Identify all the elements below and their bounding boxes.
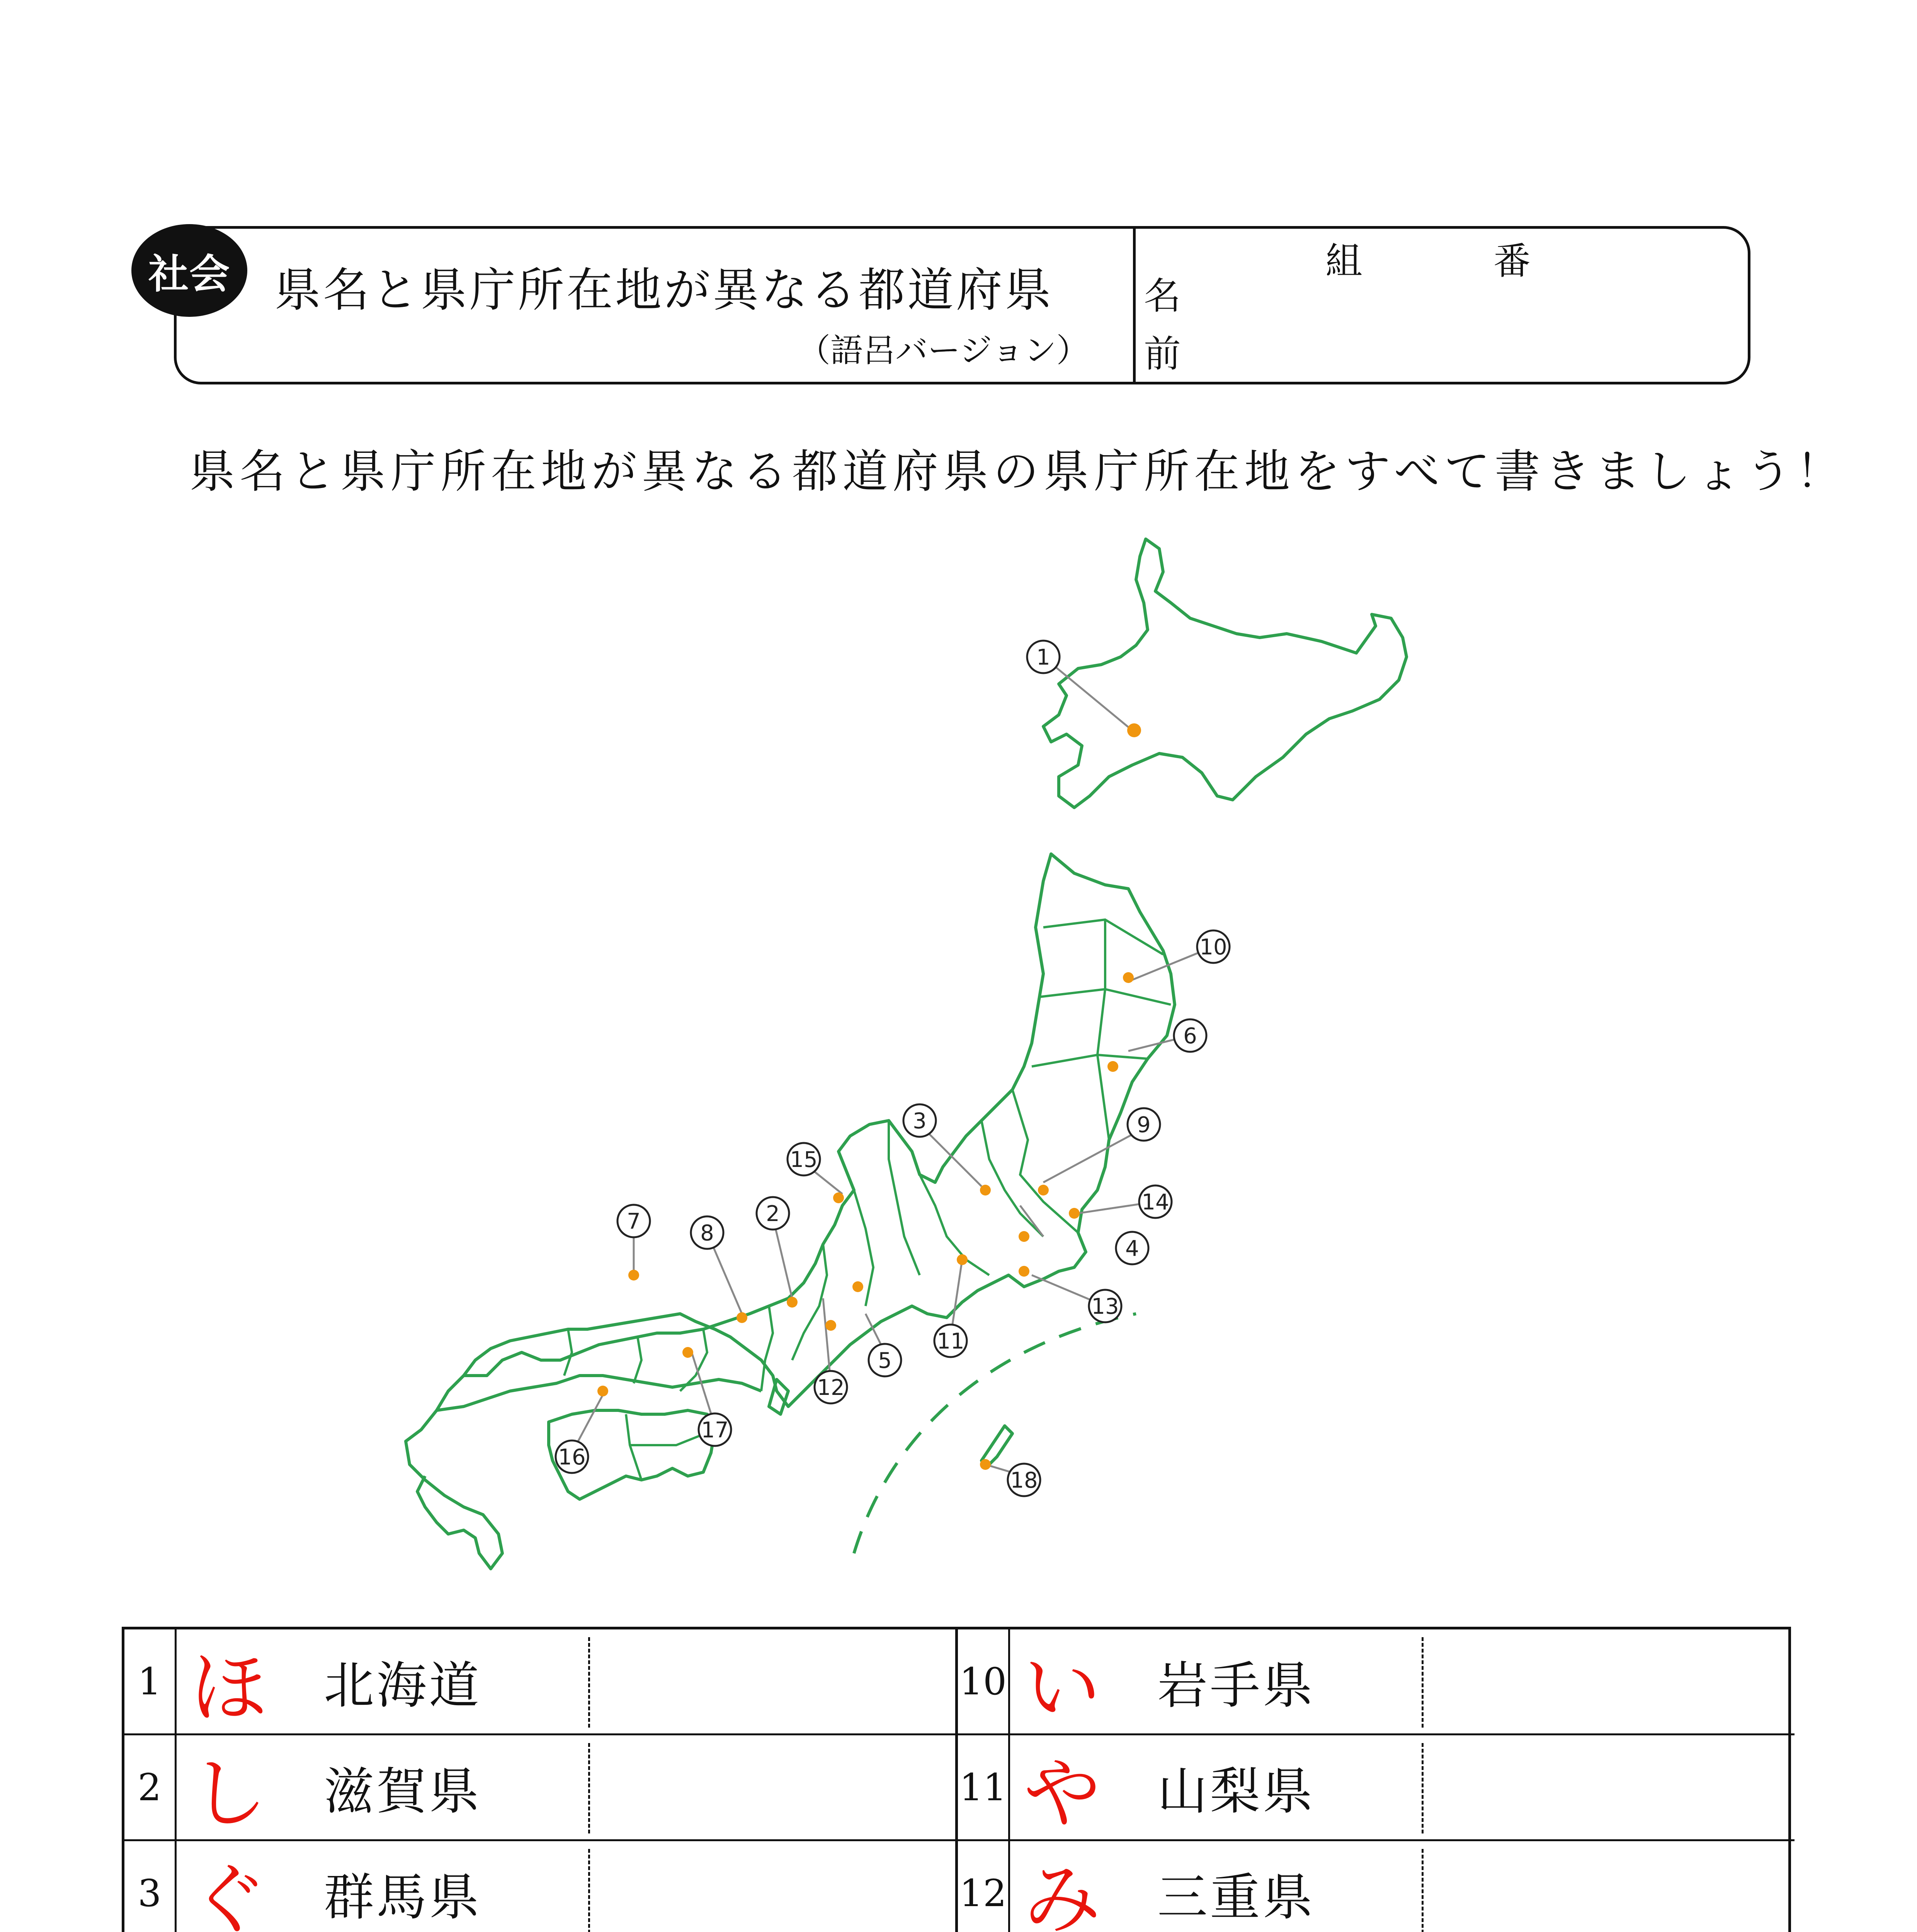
map-marker-label: 8 bbox=[700, 1221, 714, 1246]
name-label-1: 名 bbox=[1144, 274, 1181, 318]
answer-blank[interactable] bbox=[588, 1849, 590, 1932]
table-row bbox=[124, 1629, 961, 1735]
map-marker-label: 17 bbox=[701, 1418, 729, 1443]
map-marker-label: 10 bbox=[1199, 935, 1227, 960]
mnemonic-kana: や bbox=[1023, 1749, 1101, 1839]
capital-dot bbox=[1038, 1185, 1049, 1196]
sheet-subtitle: （語呂バージョン） bbox=[798, 332, 1089, 369]
table-row bbox=[958, 1841, 1795, 1932]
number-label: 番 bbox=[1493, 240, 1531, 283]
capital-dot bbox=[852, 1281, 863, 1292]
map-marker-label: 14 bbox=[1141, 1190, 1169, 1215]
map-marker-1 bbox=[1027, 641, 1060, 673]
capital-dot bbox=[1019, 1231, 1029, 1242]
map-marker-2 bbox=[757, 1197, 789, 1230]
map-marker-label: 7 bbox=[627, 1209, 641, 1234]
map-marker-label: 13 bbox=[1091, 1294, 1119, 1319]
map-marker-label: 5 bbox=[878, 1348, 892, 1373]
kanto-border-2 bbox=[981, 1121, 1043, 1236]
chubu-border-2 bbox=[889, 1121, 920, 1275]
capital-dot bbox=[737, 1312, 747, 1323]
capital-dot bbox=[1069, 1208, 1080, 1219]
map-marker-7 bbox=[617, 1205, 650, 1237]
mnemonic-kana: い bbox=[1023, 1643, 1101, 1733]
prefecture-name: 滋賀県 bbox=[323, 1762, 481, 1821]
map-marker-17 bbox=[699, 1413, 731, 1446]
map-marker-label: 16 bbox=[558, 1445, 586, 1470]
capital-dot bbox=[1127, 723, 1141, 737]
chubu-border-1 bbox=[920, 1175, 989, 1275]
map-marker-18 bbox=[1008, 1464, 1040, 1496]
tohoku-border-3 bbox=[1032, 1055, 1148, 1066]
table-row bbox=[958, 1629, 1795, 1735]
kinki-border-2 bbox=[761, 1306, 773, 1391]
map-marker-3 bbox=[903, 1104, 936, 1137]
map-marker-label: 18 bbox=[1010, 1468, 1038, 1493]
capital-dot bbox=[980, 1185, 991, 1196]
answer-blank[interactable] bbox=[1422, 1637, 1424, 1728]
table-column-left bbox=[124, 1629, 961, 1932]
map-marker-12 bbox=[815, 1371, 847, 1403]
capital-dot bbox=[1107, 1061, 1118, 1072]
map-marker-label: 15 bbox=[790, 1147, 818, 1172]
row-number: 2 bbox=[124, 1735, 177, 1839]
answer-blank[interactable] bbox=[588, 1637, 590, 1728]
capital-dot bbox=[682, 1347, 693, 1358]
row-number: 1 bbox=[124, 1629, 177, 1733]
okinawa-outline bbox=[981, 1426, 1012, 1464]
chugoku-border-3 bbox=[564, 1329, 572, 1376]
prefecture-name: 群馬県 bbox=[323, 1868, 481, 1927]
sheet-title: 県名と県庁所在地が異なる都道府県 bbox=[274, 264, 1053, 317]
capital-dot bbox=[825, 1320, 836, 1331]
prefecture-name: 北海道 bbox=[323, 1656, 481, 1715]
tohoku-border-1 bbox=[1043, 920, 1163, 954]
capital-dot bbox=[1123, 972, 1134, 983]
capital-dot bbox=[833, 1192, 844, 1203]
kanto-border-1 bbox=[1012, 1090, 1078, 1233]
mnemonic-kana: し bbox=[190, 1749, 267, 1839]
row-number: 11 bbox=[958, 1735, 1010, 1839]
chugoku-border-2 bbox=[634, 1337, 641, 1383]
mnemonic-kana: み bbox=[1023, 1855, 1101, 1932]
answer-blank[interactable] bbox=[588, 1743, 590, 1833]
map-marker-label: 2 bbox=[766, 1201, 780, 1226]
map-marker-16 bbox=[556, 1440, 588, 1473]
mnemonic-kana: ほ bbox=[190, 1643, 267, 1733]
map-marker-label: 4 bbox=[1125, 1236, 1139, 1261]
hokkaido-outline bbox=[1043, 539, 1407, 808]
awaji-outline bbox=[769, 1379, 788, 1414]
capital-dot bbox=[1019, 1266, 1029, 1277]
map-marker-label: 12 bbox=[817, 1375, 845, 1400]
mnemonic-kana: ぐ bbox=[190, 1855, 267, 1932]
instruction-text: 県名と県庁所在地が異なる都道府県の県庁所在地をすべて書きましょう！ bbox=[189, 445, 1846, 498]
prefecture-name: 三重県 bbox=[1157, 1868, 1315, 1927]
row-number: 10 bbox=[958, 1629, 1010, 1733]
class-label: 組 bbox=[1325, 240, 1362, 283]
map-marker-label: 11 bbox=[937, 1329, 964, 1354]
honshu-outline bbox=[464, 854, 1175, 1406]
map-marker-label: 9 bbox=[1137, 1112, 1151, 1138]
map-marker-label: 3 bbox=[913, 1109, 927, 1134]
table-row bbox=[124, 1735, 961, 1841]
map-marker-13 bbox=[1089, 1290, 1121, 1322]
map-marker-14 bbox=[1139, 1185, 1172, 1218]
map-marker-5 bbox=[869, 1344, 901, 1376]
map-marker-11 bbox=[934, 1325, 967, 1357]
row-number: 3 bbox=[124, 1841, 177, 1932]
subject-badge: 社会 bbox=[131, 224, 247, 317]
row-number: 12 bbox=[958, 1841, 1010, 1932]
table-row bbox=[124, 1841, 961, 1932]
map-marker-label: 1 bbox=[1036, 645, 1050, 670]
prefecture-name: 山梨県 bbox=[1157, 1762, 1315, 1821]
map-marker-8 bbox=[691, 1216, 723, 1249]
shikoku-border-1 bbox=[626, 1414, 641, 1480]
map-marker-4 bbox=[1116, 1232, 1148, 1264]
map-marker-15 bbox=[788, 1143, 820, 1175]
capital-dot bbox=[957, 1254, 968, 1265]
table-row bbox=[958, 1735, 1795, 1841]
map-marker-9 bbox=[1128, 1108, 1160, 1141]
table-column-right bbox=[958, 1629, 1795, 1932]
kyushu-outline bbox=[406, 1410, 502, 1569]
map-marker-10 bbox=[1197, 930, 1230, 963]
map-marker-6 bbox=[1174, 1019, 1206, 1052]
capital-dot bbox=[980, 1459, 991, 1470]
prefecture-name: 岩手県 bbox=[1157, 1656, 1315, 1715]
answer-table bbox=[122, 1627, 1791, 1932]
name-label-2: 前 bbox=[1144, 332, 1181, 376]
tohoku-border-4 bbox=[1097, 920, 1109, 1140]
answer-blank[interactable] bbox=[1422, 1743, 1424, 1833]
answer-blank[interactable] bbox=[1422, 1849, 1424, 1932]
capital-dot bbox=[628, 1270, 639, 1281]
map-marker-label: 6 bbox=[1183, 1024, 1197, 1049]
capital-dot bbox=[597, 1386, 608, 1396]
capital-dot bbox=[787, 1297, 798, 1308]
